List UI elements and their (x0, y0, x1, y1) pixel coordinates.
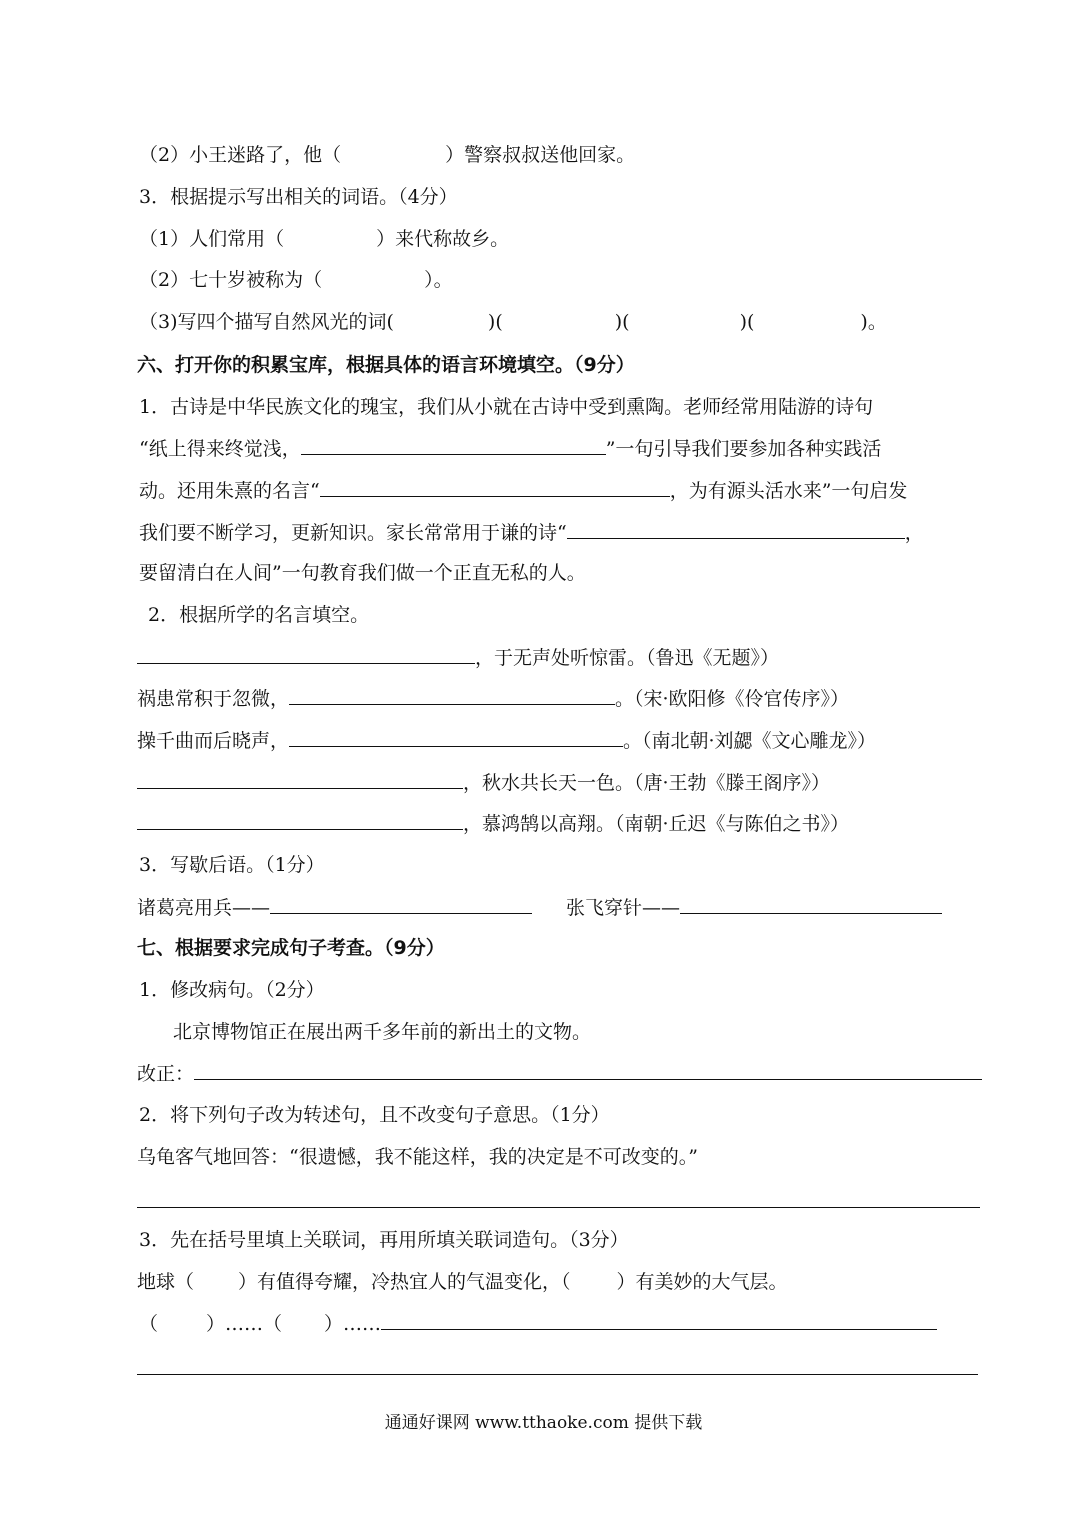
s6-q2-row2: 祸患常积于忽微， 。（宋·欧阳修《伶官传序》） (137, 688, 850, 710)
section-7-heading: 七、根据要求完成句子考查。（9分） (137, 937, 445, 959)
s7-q1-sentence: 北京博物馆正在展出两千多年前的新出土的文物。 (173, 1021, 592, 1043)
fill-blank[interactable] (289, 686, 615, 705)
s6-q2-title: 2．根据所学的名言填空。 (148, 604, 370, 626)
s7-q3-line1: 地球（ ）有值得夸耀，冷热宜人的气温变化，（ ）有美妙的大气层。 (137, 1271, 788, 1293)
fill-blank[interactable] (567, 520, 905, 539)
answer-line[interactable] (137, 1374, 978, 1375)
s6-q3-title: 3．写歇后语。（1分） (139, 854, 325, 876)
q5-item2: （2）小王迷路了，他（ ）警察叔叔送他回家。 (139, 144, 636, 166)
fill-blank[interactable] (137, 811, 463, 830)
fill-blank[interactable] (137, 645, 475, 664)
q5-q3-item3: （3)写四个描写自然风光的词( )( )( )( )。 (139, 311, 887, 333)
s6-q1-line3: 动。还用朱熹的名言“ ，为有源头活水来”一句启发 (139, 480, 908, 502)
fill-blank[interactable] (680, 895, 942, 914)
fill-blank[interactable] (270, 895, 532, 914)
s6-q3-row: 诸葛亮用兵—— 张飞穿针—— (137, 895, 942, 920)
s6-q2-row1: ，于无声处听惊雷。（鲁迅《无题》） (137, 645, 779, 670)
fill-blank[interactable] (320, 478, 670, 497)
s7-q1-title: 1．修改病句。（2分） (139, 979, 325, 1001)
s6-q1-line4: 我们要不断学习，更新知识。家长常常用于谦的诗“ ， (139, 522, 924, 544)
q5-q3-item1: （1）人们常用（ ）来代称故乡。 (139, 228, 510, 250)
s6-q2-row3: 操千曲而后晓声， 。（南北朝·刘勰《文心雕龙》） (137, 730, 877, 752)
answer-line[interactable] (381, 1311, 937, 1330)
section-6-heading: 六、打开你的积累宝库，根据具体的语言环境填空。（9分） (137, 354, 635, 376)
answer-line[interactable] (137, 1207, 980, 1208)
fill-blank[interactable] (301, 436, 606, 455)
s7-q3-title: 3．先在括号里填上关联词，再用所填关联词造句。（3分） (139, 1229, 629, 1251)
s7-q2-sentence: 乌龟客气地回答：“很遗憾，我不能这样，我的决定是不可改变的。” (137, 1146, 698, 1168)
s6-q2-row4: ，秋水共长天一色。（唐·王勃《滕王阁序》） (137, 770, 830, 795)
s6-q1-line2: “纸上得来终觉浅， ”一句引导我们要参加各种实践活 (139, 438, 882, 460)
fill-blank[interactable] (289, 728, 623, 747)
fill-blank[interactable] (137, 770, 463, 789)
s6-q2-row5: ，慕鸿鹄以高翔。（南朝·丘迟《与陈伯之书》） (137, 811, 849, 836)
s7-q2-title: 2．将下列句子改为转述句，且不改变句子意思。（1分） (139, 1104, 610, 1126)
page-footer: 通通好课网 www.tthaoke.com 提供下载 (384, 1413, 703, 1433)
s6-q1-line1: 1．古诗是中华民族文化的瑰宝，我们从小就在古诗中受到熏陶。老师经常用陆游的诗句 (139, 396, 874, 418)
answer-line[interactable] (194, 1061, 982, 1080)
s6-q1-line5: 要留清白在人间”一句教育我们做一个正直无私的人。 (139, 562, 586, 584)
q5-q3-item2: （2）七十岁被称为（ ）。 (139, 269, 453, 291)
s7-q1-fix-row: 改正： (137, 1061, 982, 1086)
q5-q3-title: 3．根据提示写出相关的词语。（4分） (139, 186, 458, 208)
s7-q3-line2: （ ）……（ ）…… (139, 1311, 937, 1336)
